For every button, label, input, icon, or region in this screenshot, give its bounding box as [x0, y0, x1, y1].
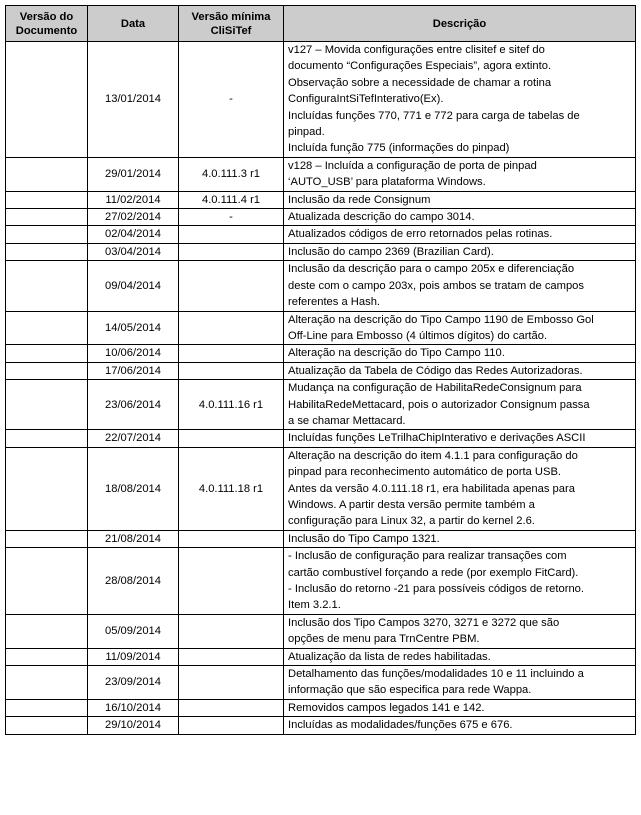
descricao-line: Alteração na descrição do Tipo Campo 1190 de Embosso Gol — [288, 313, 594, 326]
cell-versao-documento — [6, 699, 88, 716]
cell-versao-minima — [179, 548, 284, 615]
cell-versao-documento — [6, 157, 88, 191]
table-row — [6, 548, 636, 615]
descricao-line: Atualização da Tabela de Código das Redes Autorizadoras. — [288, 364, 583, 377]
cell-versao-documento — [6, 548, 88, 615]
table-row — [6, 209, 636, 226]
cell-versao-minima — [179, 717, 284, 734]
cell-versao-minima: - — [179, 42, 284, 158]
cell-data: 14/05/2014 — [88, 311, 179, 345]
cell-data: 11/09/2014 — [88, 648, 179, 665]
header-versao-minima — [179, 6, 284, 42]
descricao-line: - Inclusão de configuração para realizar transações com — [288, 550, 567, 563]
table-row — [6, 362, 636, 379]
descricao-line: opções de menu para TrnCentre PBM. — [288, 633, 480, 646]
cell-descricao — [284, 261, 636, 311]
header-data: Data — [88, 6, 179, 42]
cell-descricao — [284, 380, 636, 430]
cell-versao-minima — [179, 530, 284, 547]
revision-history-table — [5, 5, 636, 735]
cell-versao-documento — [6, 345, 88, 362]
cell-descricao — [284, 648, 636, 665]
cell-descricao — [284, 243, 636, 260]
cell-versao-minima — [179, 261, 284, 311]
descricao-line: a se chamar Mettacard. — [288, 414, 406, 427]
descricao-line: Removidos campos legados 141 e 142. — [288, 701, 485, 714]
descricao-line: - Inclusão do retorno -21 para possíveis códigos de retorno. — [288, 583, 585, 595]
cell-versao-documento — [6, 614, 88, 648]
descricao-line: Incluídas as modalidades/funções 675 e 676. — [288, 719, 513, 732]
table-row — [6, 699, 636, 716]
cell-data: 23/09/2014 — [88, 666, 179, 700]
header-versao-documento-line-1: Versão do — [19, 10, 74, 23]
table-row — [6, 430, 636, 447]
descricao-line: Inclusão dos Tipo Campos 3270, 3271 e 3272 que são — [288, 616, 560, 629]
descricao-line: Incluída função 775 (informações do pinpad) — [288, 142, 510, 155]
cell-descricao — [284, 42, 636, 158]
cell-versao-minima — [179, 699, 284, 716]
cell-versao-minima — [179, 243, 284, 260]
table-row — [6, 261, 636, 311]
cell-data: 21/08/2014 — [88, 530, 179, 547]
descricao-line: documento “Configurações Especiais”, agora extinto. — [288, 60, 552, 73]
cell-versao-minima: - — [179, 209, 284, 226]
table-row — [6, 311, 636, 345]
cell-data: 09/04/2014 — [88, 261, 179, 311]
table-row — [6, 530, 636, 547]
descricao-line: Atualizados códigos de erro retornados pelas rotinas. — [288, 228, 553, 241]
cell-versao-minima — [179, 226, 284, 243]
cell-descricao — [284, 447, 636, 530]
cell-descricao — [284, 362, 636, 379]
cell-descricao — [284, 699, 636, 716]
cell-versao-documento — [6, 447, 88, 530]
descricao-line: Mudança na configuração de HabilitaRedeConsignum para — [288, 382, 582, 395]
cell-versao-documento — [6, 261, 88, 311]
cell-versao-documento — [6, 717, 88, 734]
descricao-line: Windows. A partir desta versão permite também a — [288, 498, 535, 511]
descricao-line: Incluídas funções LeTrilhaChipInterativo e derivações ASCII — [288, 432, 586, 445]
cell-versao-documento — [6, 42, 88, 158]
cell-data: 29/10/2014 — [88, 717, 179, 734]
cell-versao-minima: 4.0.111.3 r1 — [179, 157, 284, 191]
cell-versao-documento — [6, 648, 88, 665]
descricao-line: pinpad para reconhecimento automático de porta USB. — [288, 466, 562, 479]
cell-versao-documento — [6, 530, 88, 547]
table-row — [6, 42, 636, 158]
header-versao-documento-line-2: Documento — [15, 24, 78, 37]
descricao-line: cartão combustível forçando a rede (por exemplo FitCard). — [288, 566, 579, 579]
cell-versao-minima: 4.0.111.4 r1 — [179, 191, 284, 208]
cell-data: 02/04/2014 — [88, 226, 179, 243]
cell-versao-documento — [6, 226, 88, 243]
table-body — [6, 42, 636, 735]
descricao-line: informação que são especifica para rede Wappa. — [288, 684, 532, 697]
cell-descricao — [284, 666, 636, 700]
descricao-line: Atualização da lista de redes habilitadas. — [288, 650, 491, 663]
cell-data: 16/10/2014 — [88, 699, 179, 716]
cell-data: 05/09/2014 — [88, 614, 179, 648]
table-row — [6, 191, 636, 208]
cell-data: 18/08/2014 — [88, 447, 179, 530]
cell-data: 11/02/2014 — [88, 191, 179, 208]
cell-data: 23/06/2014 — [88, 380, 179, 430]
descricao-line: pinpad. — [288, 126, 325, 139]
descricao-line: HabilitaRedeMettacard, pois o autorizador Consignum passa — [288, 398, 590, 411]
cell-versao-documento — [6, 362, 88, 379]
cell-data: 10/06/2014 — [88, 345, 179, 362]
cell-data: 22/07/2014 — [88, 430, 179, 447]
cell-descricao — [284, 430, 636, 447]
descricao-line: deste com o campo 203x, pois ambos se tratam de campos — [288, 279, 584, 292]
descricao-line: Inclusão da rede Consignum — [288, 193, 431, 206]
cell-versao-documento — [6, 380, 88, 430]
descricao-line: Atualizada descrição do campo 3014. — [288, 211, 475, 224]
descricao-line: Item 3.2.1. — [288, 599, 341, 612]
descricao-line: referentes a Hash. — [288, 296, 381, 309]
descricao-line: v127 – Movida configurações entre clisitef e sitef do — [288, 44, 545, 56]
cell-versao-minima — [179, 311, 284, 345]
descricao-line: Off-Line para Embosso (4 últimos dígitos) do cartão. — [288, 329, 548, 342]
cell-descricao — [284, 614, 636, 648]
descricao-line: configuração para Linux 32, a partir do kernel 2.6. — [288, 515, 535, 528]
table-row — [6, 447, 636, 530]
cell-descricao — [284, 345, 636, 362]
cell-descricao — [284, 157, 636, 191]
header-versao-minima-line-1: Versão mínima — [191, 10, 271, 23]
header-versao-minima-line-2: CliSiTef — [210, 24, 252, 37]
table-row — [6, 717, 636, 734]
descricao-line: Alteração na descrição do item 4.1.1 para configuração do — [288, 449, 578, 462]
cell-data: 03/04/2014 — [88, 243, 179, 260]
cell-versao-minima — [179, 362, 284, 379]
header-row — [6, 6, 636, 42]
cell-versao-documento — [6, 191, 88, 208]
table-row — [6, 666, 636, 700]
descricao-line: Inclusão da descrição para o campo 205x e diferenciação — [288, 263, 575, 276]
descricao-line: Inclusão do campo 2369 (Brazilian Card). — [288, 245, 494, 258]
descricao-line: ‘AUTO_USB’ para plataforma Windows. — [288, 176, 486, 189]
descricao-line: v128 – Incluída a configuração de porta de pinpad — [288, 159, 537, 172]
cell-data: 29/01/2014 — [88, 157, 179, 191]
cell-versao-minima — [179, 648, 284, 665]
cell-data: 13/01/2014 — [88, 42, 179, 158]
descricao-line: Antes da versão 4.0.111.18 r1, era habilitada apenas para — [288, 482, 575, 495]
cell-descricao — [284, 548, 636, 615]
cell-data: 28/08/2014 — [88, 548, 179, 615]
cell-versao-minima — [179, 430, 284, 447]
cell-descricao — [284, 226, 636, 243]
cell-versao-minima — [179, 666, 284, 700]
header-descricao: Descrição — [284, 6, 636, 42]
cell-data: 17/06/2014 — [88, 362, 179, 379]
cell-descricao — [284, 311, 636, 345]
table-row — [6, 243, 636, 260]
descricao-line: Inclusão do Tipo Campo 1321. — [288, 532, 440, 545]
cell-descricao — [284, 717, 636, 734]
descricao-line: Alteração na descrição do Tipo Campo 110. — [288, 347, 505, 360]
cell-versao-minima — [179, 345, 284, 362]
cell-descricao — [284, 191, 636, 208]
cell-data: 27/02/2014 — [88, 209, 179, 226]
cell-descricao — [284, 530, 636, 547]
descricao-line: Detalhamento das funções/modalidades 10 e 11 incluindo a — [288, 668, 584, 681]
descricao-line: Observação sobre a necessidade de chamar a rotina — [288, 76, 552, 89]
header-versao-documento — [6, 6, 88, 42]
descricao-line: Incluídas funções 770, 771 e 772 para carga de tabelas de — [288, 109, 580, 122]
table-row — [6, 157, 636, 191]
table-row — [6, 380, 636, 430]
cell-versao-documento — [6, 209, 88, 226]
cell-versao-documento — [6, 243, 88, 260]
table-row — [6, 648, 636, 665]
cell-versao-minima — [179, 614, 284, 648]
table-row — [6, 345, 636, 362]
cell-descricao — [284, 209, 636, 226]
cell-versao-minima: 4.0.111.16 r1 — [179, 380, 284, 430]
cell-versao-minima: 4.0.111.18 r1 — [179, 447, 284, 530]
table-row — [6, 614, 636, 648]
cell-versao-documento — [6, 311, 88, 345]
cell-versao-documento — [6, 430, 88, 447]
descricao-line: ConfiguraIntSiTefInterativo(Ex). — [288, 93, 444, 106]
cell-versao-documento — [6, 666, 88, 700]
table-row — [6, 226, 636, 243]
